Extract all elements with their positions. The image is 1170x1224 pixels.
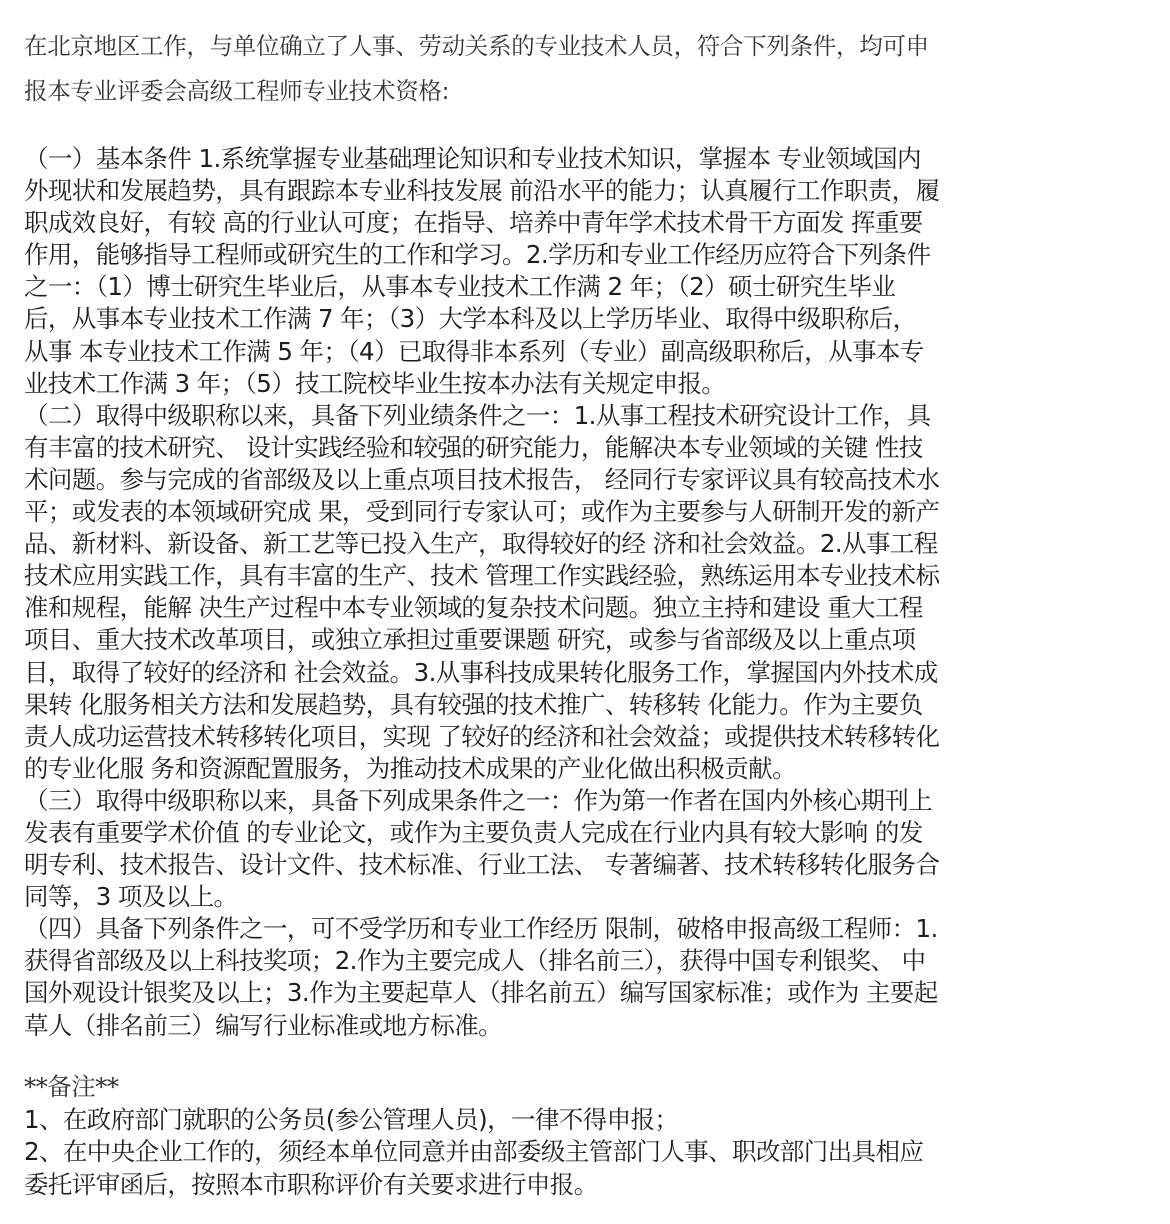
condition-line: 责人成功运营技术转移转化项目，实现 了较好的经济和社会效益；或提供技术转移转化 bbox=[24, 721, 940, 751]
condition-line: （四）具备下列条件之一，可不受学历和专业工作经历 限制，破格申报高级工程师：1. bbox=[24, 914, 938, 944]
condition-line: 职成效良好，有较 高的行业认可度；在指导、培养中青年学术技术骨干方面发 挥重要 bbox=[24, 208, 923, 238]
condition-line: （三）取得中级职称以来，具备下列成果条件之一：作为第一作者在国内外核心期刊上 bbox=[24, 785, 933, 815]
condition-line: 从事 本专业技术工作满 5 年；（4）已取得非本系列（专业）副高级职称后，从事本专 bbox=[24, 336, 924, 366]
condition-line: 果转 化服务相关方法和发展趋势，具有较强的技术推广、转移转 化能力。作为主要负 bbox=[24, 689, 923, 719]
condition-line: 平；或发表的本领域研究成 果，受到同行专家认可；或作为主要参与人研制开发的新产 bbox=[24, 497, 940, 527]
condition-line: （二）取得中级职称以来，具备下列业绩条件之一：1.从事工程技术研究设计工作，具 bbox=[24, 400, 931, 430]
condition-line: （一）基本条件 1.系统掌握专业基础理论知识和专业技术知识，掌握本 专业领域国内 bbox=[24, 144, 921, 173]
condition-line: 术问题。参与完成的省部级及以上重点项目技术报告， 经同行专家评议具有较高技术水 bbox=[24, 464, 940, 494]
notes-section bbox=[24, 1071, 1164, 1201]
condition-line: 有丰富的技术研究、 设计实践经验和较强的研究能力，能解决本专业领域的关键 性技 bbox=[24, 432, 923, 462]
condition-line: 明专利、技术报告、设计文件、技术标准、行业工法、 专著编著、技术转移转化服务合 bbox=[24, 850, 940, 880]
condition-line: 后，从事本专业技术工作满 7 年；（3）大学本科及以上学历毕业、取得中级职称后， bbox=[24, 304, 917, 334]
condition-line: 同等，3 项及以上。 bbox=[24, 882, 238, 912]
condition-line: 之一：（1）博士研究生毕业后，从事本专业技术工作满 2 年；（2）硕士研究生毕业 bbox=[24, 272, 896, 302]
intro-paragraph bbox=[24, 24, 1154, 114]
condition-line: 目，取得了较好的经济和 社会效益。3.从事科技成果转化服务工作，掌握国内外技术成 bbox=[24, 657, 938, 687]
condition-line: 的专业化服 务和资源配置服务，为推动技术成果的产业化做出积极贡献。 bbox=[24, 753, 796, 783]
condition-line: 作用，能够指导工程师或研究生的工作和学习。2.学历和专业工作经历应符合下列条件 bbox=[24, 240, 931, 270]
condition-line: 技术应用实践工作，具有丰富的生产、技术 管理工作实践经验，熟练运用本专业技术标 bbox=[24, 561, 940, 591]
condition-line: 项目、重大技术改革项目，或独立承担过重要课题 研究，或参与省部级及以上重点项 bbox=[24, 625, 916, 655]
conditions-section bbox=[24, 143, 1164, 1042]
condition-line: 准和规程，能解 决生产过程中本专业领域的复杂技术问题。独立主持和建设 重大工程 bbox=[24, 593, 923, 623]
intro-line: 在北京地区工作，与单位确立了人事、劳动关系的专业技术人员，符合下列条件，均可申 bbox=[24, 32, 929, 60]
intro-line: 报本专业评委会高级工程师专业技术资格: bbox=[24, 77, 450, 105]
condition-line: 国外观设计银奖及以上；3.作为主要起草人（排名前五）编写国家标准；或作为 主要起 bbox=[24, 978, 938, 1008]
note-line: 1、在政府部门就职的公务员(参公管理人员)，一律不得申报； bbox=[24, 1104, 679, 1134]
condition-line: 发表有重要学术价值 的专业论文，或作为主要负责人完成在行业内具有较大影响 的发 bbox=[24, 817, 923, 847]
note-line: 委托评审函后，按照本市职称评价有关要求进行申报。 bbox=[24, 1169, 598, 1199]
note-line: 2、在中央企业工作的，须经本单位同意并由部委级主管部门人事、职改部门出具相应 bbox=[24, 1137, 924, 1166]
notes-heading: **备注** bbox=[24, 1072, 119, 1101]
condition-line: 外现状和发展趋势，具有跟踪本专业科技发展 前沿水平的能力；认真履行工作职责，履 bbox=[24, 176, 940, 206]
condition-line: 获得省部级及以上科技奖项；2.作为主要完成人（排名前三），获得中国专利银奖、 中 bbox=[24, 946, 926, 976]
condition-line: 品、新材料、新设备、新工艺等已投入生产，取得较好的经 济和社会效益。2.从事工程 bbox=[24, 529, 938, 559]
condition-line: 业技术工作满 3 年；（5）技工院校毕业生按本办法有关规定申报。 bbox=[24, 368, 726, 398]
condition-line: 草人（排名前三）编写行业标准或地方标准。 bbox=[24, 1010, 502, 1040]
